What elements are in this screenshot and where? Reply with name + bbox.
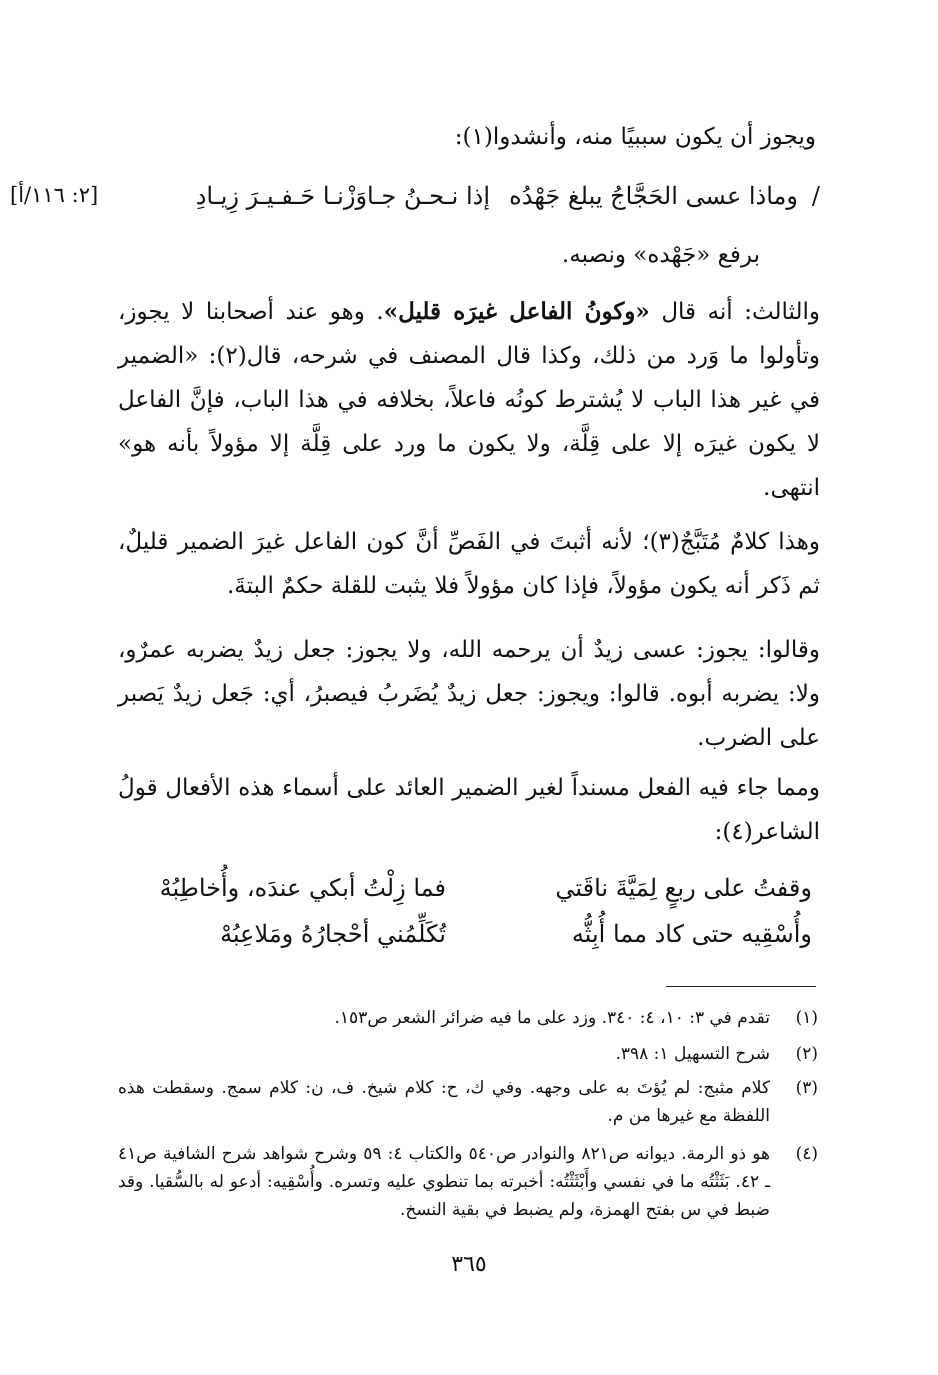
footnote-number: (٤) xyxy=(795,1144,818,1164)
text-line-after-verse: برفع «جَهْده» ونصبه. xyxy=(561,242,760,268)
verse-hemistich-second: تُكَلِّمُني أحْجارُهُ ومَلاعِبُهْ xyxy=(220,920,446,948)
paragraph-poet-intro: ومما جاء فيه الفعل مسنداً لغير الضمير العائد على أسماء هذه الأفعال قولُ الشاعر(٤): xyxy=(118,775,820,845)
footnote-number: (٢) xyxy=(795,1044,818,1064)
footnote-4 xyxy=(118,1140,818,1230)
footnote-text: هو ذو الرمة. ديوانه ص٨٢١ والنوادر ص٥٤٠ والكتاب ٤: ٥٩ وشرح شواهد شرح الشافية ص٤١ ـ ٤٢. بَثَثْتُه ما في نفسي وأَبْثَثْتُه: أخبرته بما تنطوي عليه وتسره. وأُسْقِيه: أدعو له بالسُّقيا. وقد ضبط في س بفتح الهمزة، ولم يضبط في بقية النسخ. xyxy=(118,1144,771,1220)
verse-line-3 xyxy=(120,914,820,954)
verse-marker: / xyxy=(811,182,820,210)
verse-line-2 xyxy=(120,868,820,908)
verse-hemistich-first: وماذا عسى الحَجَّاجُ يبلغ جَهْدُه xyxy=(509,182,798,210)
paragraph-third-lead: والثالث: أنه قال xyxy=(649,299,820,325)
footnote-number: (٣) xyxy=(795,1078,818,1098)
paragraph-third-rest: . وهو عند أصحابنا لا يجوز، وتأولوا ما وَرد من ذلك، وكذا قال المصنف في شرحه، قال(٢): «الضمير في غير هذا الباب لا يُشترط كونُه فاعلاً، بخلافه في هذا الباب، فإنَّ الفاعل لا يكون غيرَه إلا على قِلَّة، ولا يكون ما ورد على قِلَّة إلا مؤولاً بأنه هو» انتهى. xyxy=(118,299,820,501)
text-line-intro: ويجوز أن يكون سببيًا منه، وأنشدوا(١): xyxy=(454,124,816,150)
paragraph-critique: وهذا كلامٌ مُتَبَّجٌ(٣)؛ لأنه أثبتَ في الفَصِّ أنَّ كون الفاعل غيرَ الضمير قليلٌ، ثم ذَكر أنه يكون مؤولاً، فإذا كان مؤولاً فلا يثبت للقلة حكمٌ البتةَ. xyxy=(118,529,820,599)
footnote-2 xyxy=(118,1040,818,1070)
verse-hemistich-first: وأُسْقِيه حتى كاد مما أُبِثُّه xyxy=(571,920,812,948)
verse-line-1 xyxy=(120,176,820,216)
verse-hemistich-second: فما زِلْتُ أبكي عندَه، وأُخاطِبُهْ xyxy=(159,874,446,902)
footnote-1 xyxy=(118,1004,818,1034)
footnote-number: (١) xyxy=(795,1008,818,1028)
manuscript-folio-ref: [٢: ١١٦/أ] xyxy=(10,183,99,207)
paragraph-examples: وقالوا: يجوز: عسى زيدٌ أن يرحمه الله، ولا يجوز: جعل زيدٌ يضربه عمرٌو، ولا: يضربه أبوه. قالوا: ويجوز: جعل زيدٌ يُضَربُ فيصبرُ، أي: جَعل زيدٌ يَصبر على الضرب. xyxy=(118,637,820,751)
page-number: ٣٦٥ xyxy=(451,1252,487,1277)
footnote-text: كلام مثبج: لم يُؤتَ به على وجهه. وفي ك، ح: كلام شيخ. ف، ن: كلام سمج. وسقطت هذه اللفظة مع غيرها من م. xyxy=(118,1078,770,1126)
verse-hemistich-first: وقفتُ على ربعٍ لِمَيَّةَ ناقَتي xyxy=(555,874,812,902)
verse-hemistich-second: إذا نـحـنُ جـاوَزْنـا حَـفـيـرَ زِيـادِ xyxy=(195,182,490,210)
footnote-text: تقدم في ٣: ١٠، ٤: ٣٤٠. وزد على ما فيه ضرائر الشعر ص١٥٣. xyxy=(334,1008,770,1028)
footnote-text: شرح التسهيل ١: ٣٩٨. xyxy=(615,1044,770,1064)
footnote-separator xyxy=(666,986,816,987)
paragraph-third-point xyxy=(118,290,820,510)
quoted-bold-phrase: «وكونُ الفاعل غيرَه قليل» xyxy=(383,298,650,325)
footnote-3 xyxy=(118,1074,818,1132)
